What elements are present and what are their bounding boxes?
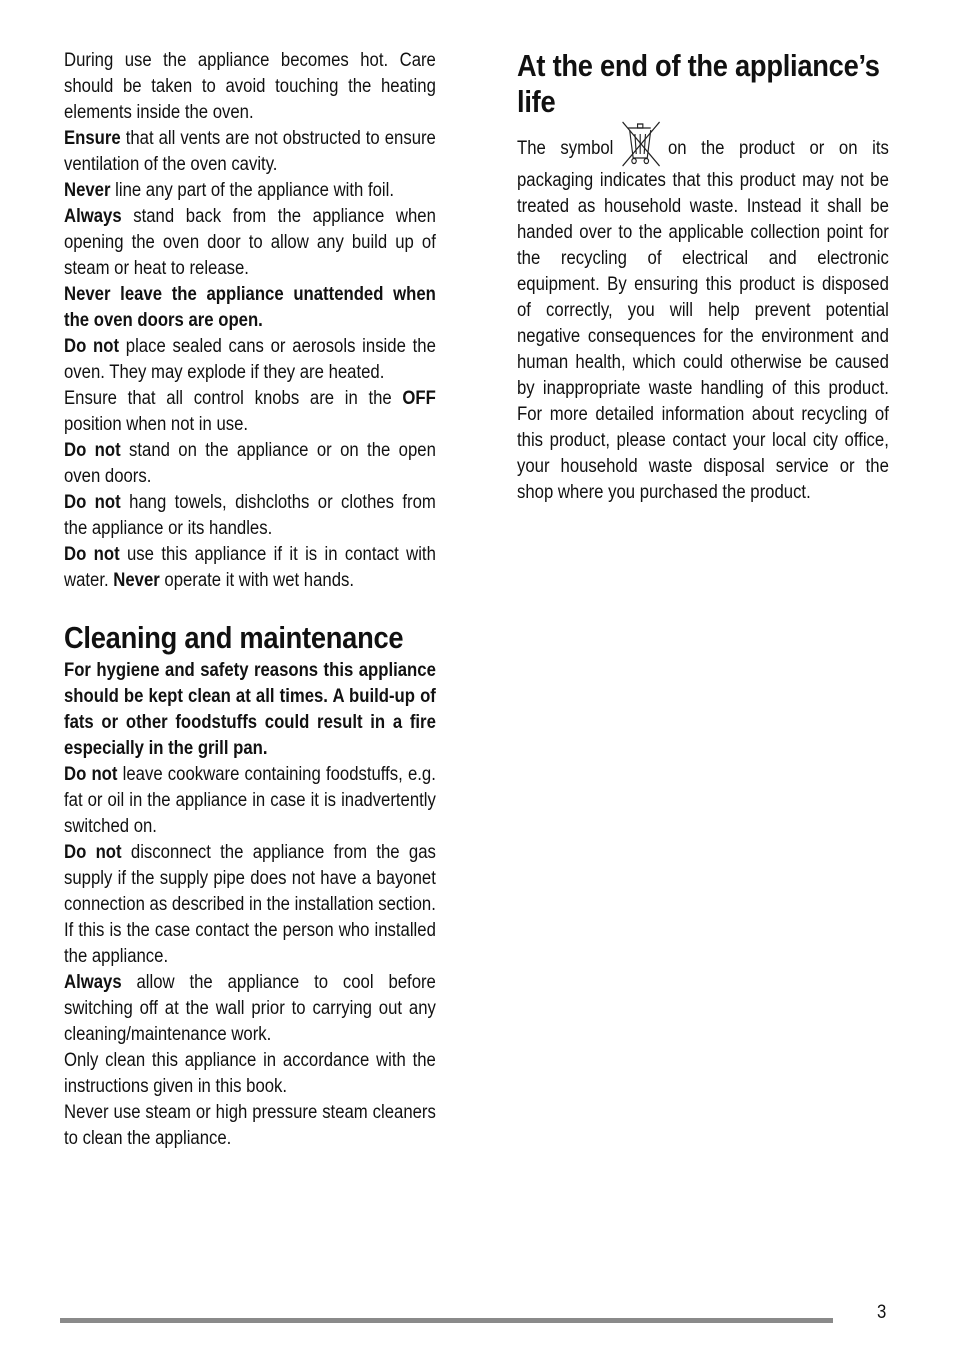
warning-water-text-b: operate it with wet hands. [159, 570, 355, 591]
right-column [517, 48, 889, 506]
keyword-always: Always [64, 972, 122, 993]
warning-water [64, 542, 436, 594]
warning-foil [64, 178, 436, 204]
cleaning-gas [64, 840, 436, 970]
warning-hot-text: During use the appliance becomes hot. Care should be taken to avoid touching the heating elements inside the oven. [64, 50, 436, 123]
warning-steam [64, 204, 436, 282]
warning-cans [64, 334, 436, 386]
keyword-do-not: Do not [64, 440, 121, 461]
warning-foil-text: line any part of the appliance with foil. [110, 180, 394, 201]
cleaning-cool-text: allow the appliance to cool before switching off at the wall prior to carrying out any cleaning/maintenance work. [64, 972, 436, 1045]
cleaning-heading: Cleaning and maintenance [64, 620, 404, 655]
warning-unattended: Never leave the appliance unattended when the oven doors are open. [64, 284, 436, 331]
warning-cans-text: place sealed cans or aerosols inside the oven. They may explode if they are heated. [64, 336, 436, 383]
cleaning-hygiene: For hygiene and safety reasons this appliance should be kept clean at all times. A build-up of fats or other foodstuffs could result in a fire especially in the grill pan. [64, 660, 436, 759]
end-of-life-text [517, 120, 889, 506]
keyword-never: Never [113, 570, 160, 591]
keyword-do-not: Do not [64, 764, 118, 785]
keyword-ensure: Ensure [64, 128, 121, 149]
end-of-life-text-after: on the product or on its packaging indicates that this product may not be treated as household waste. Instead it shall be handed over to the applicable collection point for the recycling of electrical and electronic equipment. By ensuring this product is disposed of correctly, you will help prevent potential negative consequences for the environment and human health, which could otherwise be caused by inappropriate waste handling of this product. For more detailed information about recycling of this product, please contact your local city office, your household waste disposal service or the shop where you purchased the product. [517, 138, 889, 503]
keyword-never: Never [64, 180, 111, 201]
cleaning-steam: Never use steam or high pressure steam cleaners to clean the appliance. [64, 1102, 436, 1149]
cleaning-gas-text: disconnect the appliance from the gas supply if the supply pipe does not have a bayonet connection as described in the installation section. If this is the case contact the person who installed the appliance. [64, 842, 436, 967]
keyword-off: OFF [402, 388, 436, 409]
cleaning-cookware [64, 762, 436, 840]
keyword-always: Always [64, 206, 122, 227]
cleaning-cool [64, 970, 436, 1048]
keyword-do-not: Do not [64, 544, 120, 565]
warning-knobs [64, 386, 436, 438]
warning-vents [64, 126, 436, 178]
footer-rule [60, 1318, 833, 1323]
cleaning-instructions: Only clean this appliance in accordance with the instructions given in this book. [64, 1050, 436, 1097]
page-number: 3 [877, 1302, 887, 1323]
warning-steam-text: stand back from the appliance when opening the oven door to allow any build up of steam or heat to release. [64, 206, 436, 279]
keyword-do-not: Do not [64, 842, 122, 863]
end-of-life-text-before: The symbol [517, 138, 614, 159]
warning-knobs-text-a: Ensure that all control knobs are in the [64, 388, 403, 409]
warning-vents-text: that all vents are not obstructed to ensure ventilation of the oven cavity. [64, 128, 436, 175]
keyword-do-not: Do not [64, 336, 120, 357]
keyword-do-not: Do not [64, 492, 121, 513]
warning-knobs-text-b: position when not in use. [64, 414, 249, 435]
warning-water-text-a: use this appliance if it is in contact with water. [64, 544, 436, 591]
cleaning-cookware-text: leave cookware containing foodstuffs, e.g. fat or oil in the appliance in case it is inadvertently switched on. [64, 764, 436, 837]
warning-towels-text: hang towels, dishcloths or clothes from the appliance or its handles. [64, 492, 436, 539]
warning-towels [64, 490, 436, 542]
left-column [64, 48, 436, 1152]
warning-stand [64, 438, 436, 490]
warning-hot [64, 48, 436, 126]
end-of-life-heading: At the end of the appliance’s life [517, 48, 880, 119]
crossed-out-wheelie-bin-icon [620, 120, 660, 168]
warning-stand-text: stand on the appliance or on the open oven doors. [64, 440, 436, 487]
